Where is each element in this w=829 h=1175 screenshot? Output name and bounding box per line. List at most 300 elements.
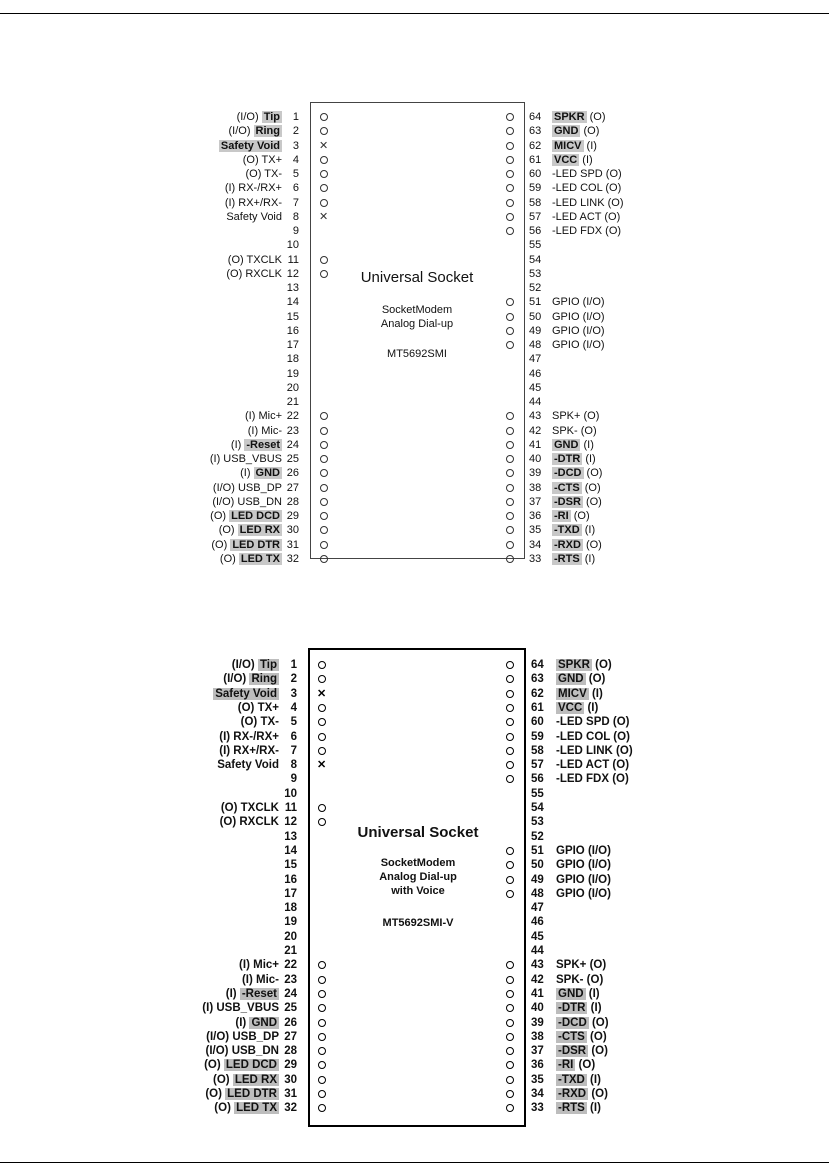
pin-direction: (I) xyxy=(586,1102,601,1115)
pin-direction: (I/O) xyxy=(584,859,611,872)
pin-row-right xyxy=(0,901,829,915)
pin-name: MICV xyxy=(554,139,582,152)
pin-label xyxy=(552,495,602,509)
pin-row-right xyxy=(0,930,829,944)
pin-row-right xyxy=(0,324,829,338)
pin-row-right xyxy=(0,1101,829,1115)
pin-number: 2 xyxy=(290,673,297,686)
pin-name: TXCLK xyxy=(246,253,282,266)
pin-number: 36 xyxy=(531,1059,544,1072)
pin-row-right xyxy=(0,395,829,409)
pin-number: 9 xyxy=(290,773,297,786)
pin-label xyxy=(552,310,605,324)
pin-hole-icon xyxy=(506,690,514,698)
pin-label xyxy=(556,672,605,686)
pin-number: 11 xyxy=(287,253,299,266)
pin-direction: (I) xyxy=(224,182,239,195)
pin-direction: (I) xyxy=(230,438,245,451)
pin-row-right xyxy=(0,944,829,958)
pin-direction: (O) xyxy=(609,759,630,772)
pin-direction: (I) xyxy=(247,424,262,437)
pin-label xyxy=(556,744,633,758)
pin-number: 1 xyxy=(290,659,297,671)
pin-name: -LED SPD xyxy=(556,716,610,729)
pin-number: 14 xyxy=(286,296,299,309)
pin-label xyxy=(556,1044,608,1058)
pin-row-right xyxy=(0,253,829,267)
pin-hole-icon xyxy=(506,455,514,463)
pin-row-right xyxy=(0,338,829,352)
pin-number: 3 xyxy=(292,139,299,152)
pin-name: LED RX xyxy=(239,524,280,537)
pin-row-right xyxy=(0,538,829,552)
pin-direction: (I) xyxy=(235,1016,250,1029)
pin-number: 20 xyxy=(286,381,299,394)
pin-label xyxy=(556,687,603,701)
pin-number: 4 xyxy=(290,701,297,714)
pin-label xyxy=(552,139,597,153)
pin-name: -Reset xyxy=(241,987,277,1000)
pin-number: 6 xyxy=(290,730,297,743)
pin-name: Mic- xyxy=(261,424,282,437)
pin-number: 62 xyxy=(529,139,542,152)
pin-name: -DCD xyxy=(554,467,582,480)
pin-direction: (O) xyxy=(581,481,601,494)
pin-direction: (O) xyxy=(588,1088,608,1100)
pin-row-right xyxy=(0,424,829,438)
pin-number: 34 xyxy=(531,1088,544,1100)
pin-row-right xyxy=(0,110,829,124)
pin-direction: (O) xyxy=(609,716,630,729)
pin-name: Safety Void xyxy=(220,139,280,152)
pin-row-right xyxy=(0,787,829,801)
pin-row-right xyxy=(0,181,829,195)
pin-direction: (I/O) xyxy=(206,1030,233,1043)
pin-number: 17 xyxy=(286,339,299,351)
pin-name: LED DTR xyxy=(232,538,280,551)
pin-row-right xyxy=(0,224,829,238)
pin-number: 32 xyxy=(286,552,299,565)
socket-title: Universal Socket xyxy=(360,269,474,286)
pin-number: 47 xyxy=(531,902,544,915)
pin-direction: (I) xyxy=(241,973,256,986)
pin-name: -DTR xyxy=(558,1002,586,1015)
pin-name: -TXD xyxy=(554,524,580,537)
pin-number: 33 xyxy=(531,1102,544,1115)
pin-row-right xyxy=(0,167,829,181)
pin-row-right xyxy=(0,858,829,872)
pin-direction: (I) xyxy=(202,1002,217,1015)
pin-hole-icon xyxy=(506,1033,514,1041)
socket-title: Universal Socket xyxy=(357,824,479,841)
pin-direction: (I) xyxy=(580,438,594,451)
pin-name: -LED ACT xyxy=(552,210,602,223)
pin-hole-icon xyxy=(506,1047,514,1055)
pin-name: TX- xyxy=(264,168,282,180)
pin-number: 33 xyxy=(529,552,542,565)
pin-row-right xyxy=(0,658,829,672)
pin-row-right xyxy=(0,124,829,138)
pin-hole-icon xyxy=(506,113,514,121)
pin-direction: (I) xyxy=(209,453,224,465)
pin-number: 48 xyxy=(531,887,544,900)
pin-hole-icon xyxy=(506,127,514,135)
pin-direction: (I/O) xyxy=(228,125,254,138)
pin-name: -RTS xyxy=(558,1102,585,1115)
pin-direction: (I) xyxy=(240,467,254,480)
pin-name: LED RX xyxy=(234,1073,277,1086)
pin-row-right xyxy=(0,552,829,566)
pin-number: 59 xyxy=(529,182,542,195)
void-x-icon: ✕ xyxy=(319,210,329,223)
pin-number: 46 xyxy=(529,367,542,380)
pin-direction: (I) xyxy=(584,701,599,714)
pin-label xyxy=(556,730,630,744)
pin-hole-icon xyxy=(506,441,514,449)
pin-row-right xyxy=(0,987,829,1001)
pin-name: -LED COL xyxy=(556,730,611,743)
pin-label xyxy=(556,958,606,972)
pin-number: 44 xyxy=(531,945,544,957)
pin-label xyxy=(556,987,600,1001)
pin-direction: (O) xyxy=(586,1030,607,1043)
pin-row-right xyxy=(0,295,829,309)
pin-label xyxy=(552,481,601,495)
pin-direction: (O) xyxy=(610,730,630,743)
pin-number: 13 xyxy=(286,282,299,294)
pin-direction: (O) xyxy=(219,816,240,829)
pin-name: SPK+ xyxy=(556,959,587,972)
pin-number: 17 xyxy=(284,887,297,900)
pin-name: SPKR xyxy=(558,659,590,671)
pin-number: 63 xyxy=(531,673,544,686)
pin-hole-icon xyxy=(506,427,514,435)
pin-name: LED DTR xyxy=(227,1088,277,1100)
pin-row-right xyxy=(0,481,829,495)
pin-number: 7 xyxy=(292,196,299,209)
pin-row-right xyxy=(0,815,829,829)
pin-number: 38 xyxy=(529,481,542,494)
pin-direction: (O) xyxy=(211,538,231,551)
pin-direction: (O) xyxy=(580,125,600,138)
pin-label xyxy=(552,552,595,566)
pin-name: -LED FDX xyxy=(552,225,603,237)
pin-number: 60 xyxy=(531,716,544,729)
pin-direction: (O) xyxy=(205,1088,226,1100)
pin-number: 45 xyxy=(531,930,544,943)
pin-label xyxy=(556,973,603,987)
pin-hole-icon xyxy=(506,661,514,669)
pin-name: LED TX xyxy=(240,552,280,565)
pin-name: RX+/RX- xyxy=(238,196,282,209)
pin-name: RX-/RX+ xyxy=(238,182,282,195)
pin-number: 2 xyxy=(292,125,299,138)
subtitle-line: Analog Dial-up xyxy=(380,318,454,330)
pin-hole-icon xyxy=(506,213,514,221)
pin-number: 24 xyxy=(286,438,299,451)
pin-number: 43 xyxy=(531,959,544,972)
pin-name: RX-/RX+ xyxy=(233,730,279,743)
pin-direction: (O) xyxy=(237,701,258,714)
pin-direction: (O) xyxy=(588,1045,608,1058)
pin-name: GND xyxy=(558,673,584,686)
pin-direction: (O) xyxy=(602,168,622,180)
pin-hole-icon xyxy=(506,718,514,726)
pin-hole-icon xyxy=(506,327,514,335)
pin-label xyxy=(552,452,596,466)
pin-name: GND xyxy=(255,467,280,480)
pin-number: 50 xyxy=(529,310,542,323)
pin-name: RXCLK xyxy=(239,816,279,829)
pin-number: 35 xyxy=(529,524,542,537)
pin-number: 5 xyxy=(292,168,299,180)
pin-row-right xyxy=(0,1073,829,1087)
pin-direction: (O) xyxy=(612,744,633,757)
pin-row-right xyxy=(0,958,829,972)
pin-hole-icon xyxy=(506,484,514,492)
pin-number: 54 xyxy=(531,802,544,814)
pin-direction: (O) xyxy=(591,659,612,671)
pin-number: 64 xyxy=(531,659,544,671)
pin-name: GND xyxy=(251,1016,277,1029)
pin-label xyxy=(552,438,594,452)
pin-number: 46 xyxy=(531,916,544,929)
pin-label xyxy=(556,858,611,872)
pin-name: SPK- xyxy=(552,424,578,437)
pin-number: 55 xyxy=(531,787,544,800)
pin-name: -DCD xyxy=(558,1016,587,1029)
pin-number: 44 xyxy=(529,396,542,408)
pin-hole-icon xyxy=(506,761,514,769)
pin-label xyxy=(552,338,605,352)
pin-number: 23 xyxy=(286,424,299,437)
void-x-icon: ✕ xyxy=(319,139,329,152)
pin-hole-icon xyxy=(506,876,514,884)
pin-name: USB_DP xyxy=(232,1030,279,1043)
pin-number: 19 xyxy=(286,367,299,380)
pin-direction: (O) xyxy=(218,524,238,537)
pin-row-right xyxy=(0,452,829,466)
pin-direction: (O) xyxy=(240,716,261,729)
pin-label xyxy=(552,538,602,552)
pin-row-right xyxy=(0,238,829,252)
pin-label xyxy=(552,124,599,138)
pin-hole-icon xyxy=(506,1090,514,1098)
pin-name: SPKR xyxy=(554,111,585,123)
pin-name: -DSR xyxy=(554,495,581,508)
pin-label xyxy=(556,1030,607,1044)
pin-row-right xyxy=(0,267,829,281)
pin-direction: (O) xyxy=(226,267,246,280)
pin-name: Tip xyxy=(259,659,277,671)
pin-label xyxy=(552,324,605,338)
pin-name: LED DCD xyxy=(231,510,280,522)
pin-name: -RXD xyxy=(558,1088,587,1100)
pin-hole-icon xyxy=(506,733,514,741)
pin-direction: (O) xyxy=(582,538,602,551)
pin-row-right xyxy=(0,744,829,758)
pin-name: -DSR xyxy=(558,1045,587,1058)
pin-direction: (I) xyxy=(219,730,234,743)
pin-row-right xyxy=(0,466,829,480)
pin-number: 57 xyxy=(529,210,542,223)
pin-number: 31 xyxy=(286,538,299,551)
pin-number: 60 xyxy=(529,168,542,180)
pin-name: -LED COL xyxy=(552,182,603,195)
pin-row-right xyxy=(0,801,829,815)
pin-number: 30 xyxy=(284,1073,297,1086)
pin-number: 10 xyxy=(284,787,297,800)
pin-direction: (I) xyxy=(219,744,234,757)
pin-number: 22 xyxy=(286,410,299,423)
pin-name: USB_VBUS xyxy=(216,1002,279,1015)
pin-direction: (O) xyxy=(575,1059,596,1072)
pin-number: 15 xyxy=(284,859,297,872)
pin-number: 8 xyxy=(290,759,297,772)
pin-row-right xyxy=(0,495,829,509)
pin-number: 42 xyxy=(531,973,544,986)
pin-label xyxy=(556,1058,595,1072)
pin-name: USB_DN xyxy=(231,1045,279,1058)
pin-hole-icon xyxy=(506,199,514,207)
pin-label xyxy=(556,1016,609,1030)
pin-number: 43 xyxy=(529,410,542,423)
pin-number: 39 xyxy=(531,1016,544,1029)
pin-number: 47 xyxy=(529,353,542,366)
pin-row-right xyxy=(0,672,829,686)
pin-direction: (O) xyxy=(583,467,603,480)
pin-label xyxy=(552,295,605,309)
pin-direction: (I) xyxy=(581,524,596,537)
pin-name: Ring xyxy=(255,125,280,138)
pin-row-right xyxy=(0,438,829,452)
pin-direction: (O) xyxy=(577,424,597,437)
pin-direction: (I/O) xyxy=(579,339,605,351)
pin-hole-icon xyxy=(506,976,514,984)
pin-hole-icon xyxy=(506,890,514,898)
pin-number: 29 xyxy=(286,510,299,522)
pin-label xyxy=(556,772,629,786)
pin-number: 34 xyxy=(529,538,542,551)
pin-name: GPIO xyxy=(556,859,585,872)
pin-number: 38 xyxy=(531,1030,544,1043)
pin-name: TXCLK xyxy=(240,802,279,814)
pin-hole-icon xyxy=(506,675,514,683)
pin-direction: (I) xyxy=(587,1002,602,1015)
pin-hole-icon xyxy=(506,541,514,549)
pin-direction: (I) xyxy=(239,959,254,972)
pin-name: GPIO xyxy=(552,324,580,337)
pin-name: LED DCD xyxy=(225,1059,277,1072)
pin-number: 61 xyxy=(529,153,542,166)
pin-name: Tip xyxy=(263,111,280,123)
pin-name: -DTR xyxy=(554,453,581,465)
pin-direction: (O) xyxy=(580,410,600,423)
pin-number: 22 xyxy=(284,959,297,972)
pin-number: 27 xyxy=(286,481,299,494)
pin-direction: (I/O) xyxy=(579,310,605,323)
pin-hole-icon xyxy=(506,184,514,192)
pin-direction: (O) xyxy=(588,1016,609,1029)
pin-number: 7 xyxy=(290,744,297,757)
pin-number: 23 xyxy=(284,973,297,986)
pin-row-right xyxy=(0,310,829,324)
pin-hole-icon xyxy=(506,298,514,306)
pin-label xyxy=(552,523,595,537)
pin-direction: (O) xyxy=(602,182,622,195)
pin-label xyxy=(556,1087,608,1101)
pin-hole-icon xyxy=(506,170,514,178)
pin-name: Mic+ xyxy=(258,410,282,423)
pin-number: 39 xyxy=(529,467,542,480)
pin-number: 11 xyxy=(284,802,297,814)
pin-direction: (O) xyxy=(214,1102,235,1115)
pin-number: 40 xyxy=(531,1002,544,1015)
pin-direction: (O) xyxy=(219,552,239,565)
pin-name: GPIO xyxy=(552,296,580,309)
pin-number: 35 xyxy=(531,1073,544,1086)
pin-direction: (O) xyxy=(245,168,265,180)
pin-number: 63 xyxy=(529,125,542,138)
pin-name: -RI xyxy=(558,1059,574,1072)
pin-number: 1 xyxy=(292,111,299,123)
pin-direction: (I/O) xyxy=(579,324,605,337)
subtitle-line: Analog Dial-up xyxy=(379,871,457,883)
pin-number: 24 xyxy=(284,987,297,1000)
pin-number: 53 xyxy=(531,816,544,829)
pin-row-right xyxy=(0,153,829,167)
pin-number: 13 xyxy=(284,830,297,843)
pin-number: 30 xyxy=(286,524,299,537)
pin-name: SPK+ xyxy=(552,410,581,423)
pin-hole-icon xyxy=(506,227,514,235)
pin-number: 62 xyxy=(531,687,544,700)
pin-row-right xyxy=(0,772,829,786)
pin-direction: (I/O) xyxy=(584,887,611,900)
pin-direction: (I/O) xyxy=(212,481,238,494)
pin-label xyxy=(552,196,624,210)
pin-label xyxy=(552,110,606,124)
pin-label xyxy=(556,1101,601,1115)
pin-number: 41 xyxy=(531,987,544,1000)
pin-label xyxy=(552,509,590,523)
pin-row-right xyxy=(0,1016,829,1030)
pin-direction: (I) xyxy=(582,453,596,465)
pin-name: USB_DN xyxy=(237,495,282,508)
pin-label xyxy=(556,873,611,887)
pin-hole-icon xyxy=(506,156,514,164)
pin-number: 56 xyxy=(531,773,544,786)
pin-direction: (O) xyxy=(242,153,262,166)
pin-name: SPK- xyxy=(556,973,584,986)
pin-number: 26 xyxy=(284,1016,297,1029)
pin-hole-icon xyxy=(506,847,514,855)
pin-row-right xyxy=(0,1058,829,1072)
pinout-diagram-voice xyxy=(0,600,829,1160)
pin-number: 16 xyxy=(284,873,297,886)
pin-number: 55 xyxy=(529,239,542,252)
pin-direction: (I/O) xyxy=(236,111,262,123)
pin-number: 8 xyxy=(292,210,299,223)
pin-direction: (O) xyxy=(585,673,606,686)
pin-row-right xyxy=(0,139,829,153)
pinout-diagram-analog xyxy=(0,0,829,580)
pin-hole-icon xyxy=(506,861,514,869)
pin-hole-icon xyxy=(506,555,514,563)
pin-number: 26 xyxy=(286,467,299,480)
pin-name: RXCLK xyxy=(245,267,282,280)
pin-hole-icon xyxy=(506,469,514,477)
